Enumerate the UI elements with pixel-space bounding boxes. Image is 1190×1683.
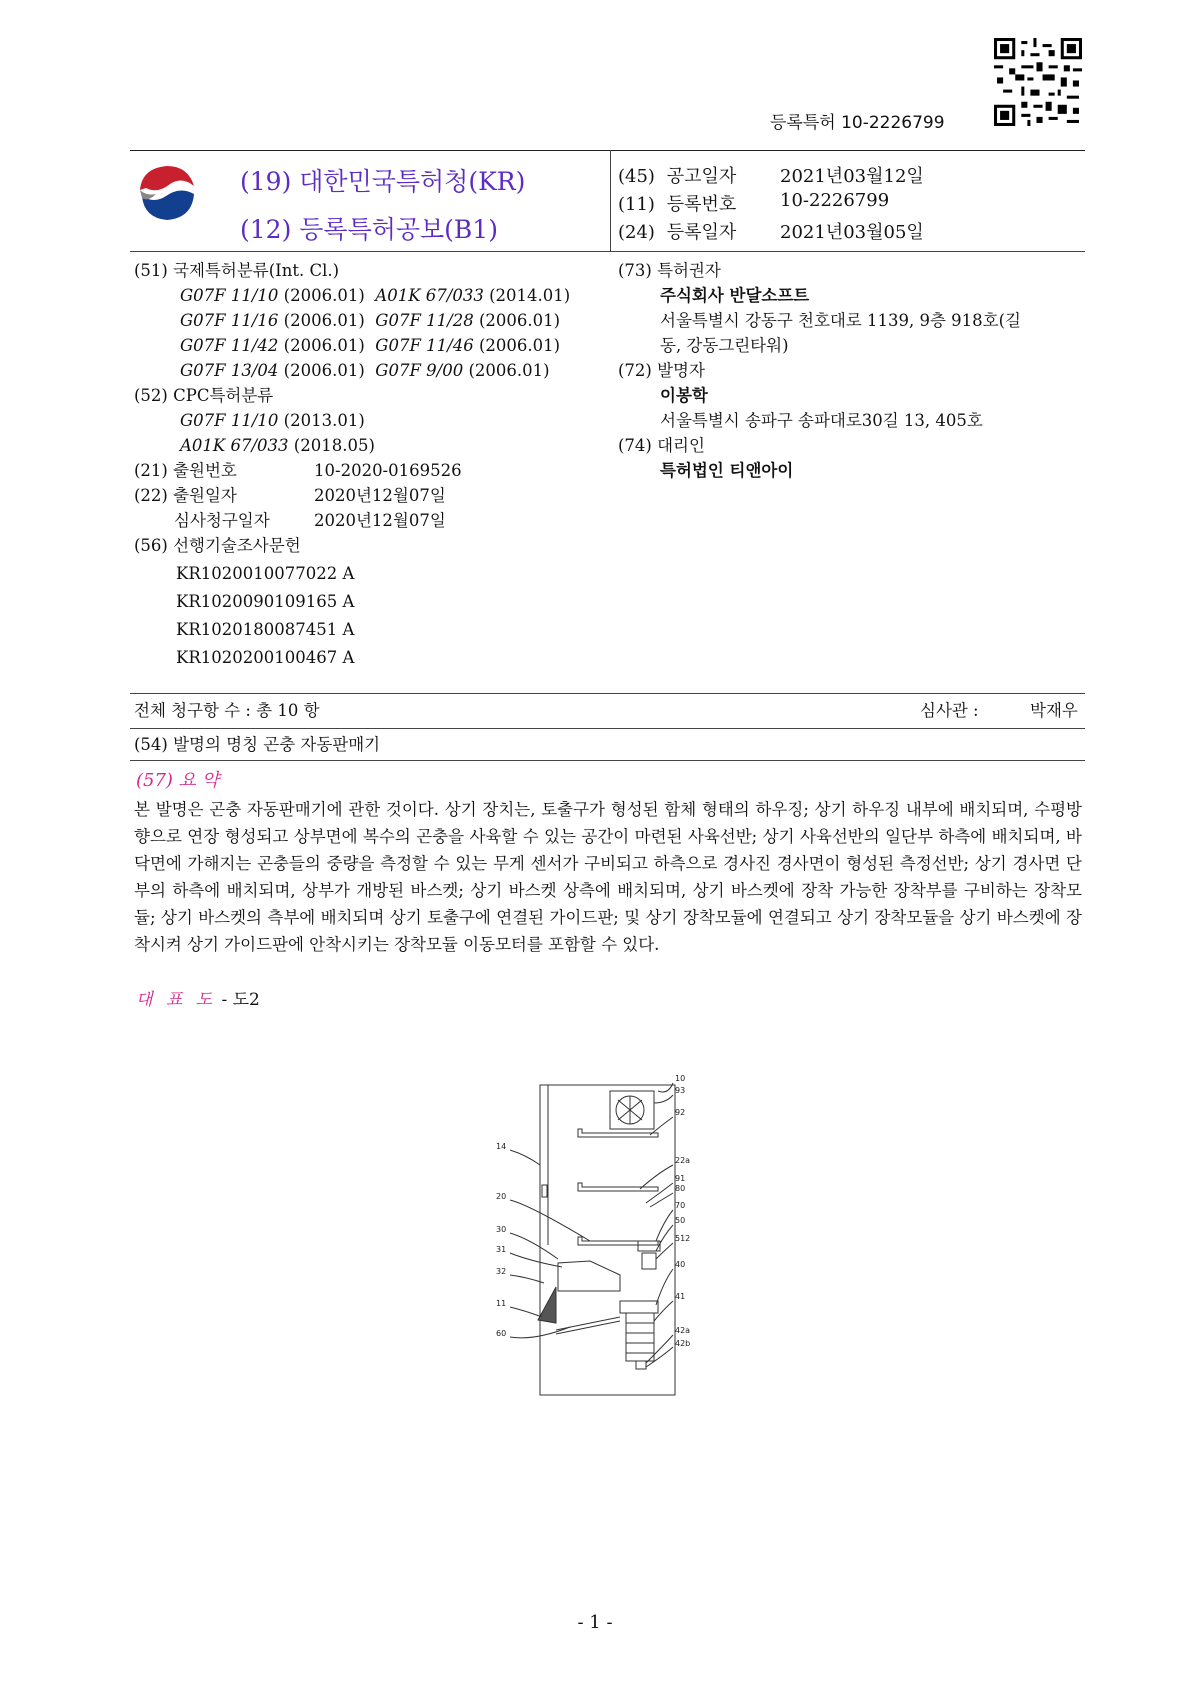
cpc-title: (52) CPC특허분류	[134, 386, 274, 405]
figure-label: 40	[675, 1260, 686, 1269]
inventor-title: (72) 발명자	[618, 361, 705, 380]
claims-top-rule	[130, 693, 1085, 694]
figure-label: 30	[496, 1225, 507, 1234]
owner-title: (73) 특허권자	[618, 261, 721, 280]
bibliographic-right	[618, 258, 1078, 483]
header-bottom-rule	[130, 251, 1085, 252]
ipc-row: G07F 11/16 (2006.01) G07F 11/28 (2006.01)	[180, 311, 561, 330]
owner-address: 동, 강동그린타워)	[660, 336, 789, 355]
owner-address: 서울특별시 강동구 천호대로 1139, 9층 918호(길	[660, 311, 1021, 330]
representative-figure: 대 표 도 - 도2	[136, 990, 260, 1010]
agent-name: 특허법인 티앤아이	[660, 461, 794, 480]
cpc-row: G07F 11/10 (2013.01)	[180, 411, 365, 430]
bibliographic-left	[134, 258, 604, 670]
figure-label: 11	[496, 1299, 507, 1308]
header-divider	[610, 150, 611, 251]
agent-title: (74) 대리인	[618, 436, 705, 455]
ipc-title: (51) 국제특허분류(Int. Cl.)	[134, 261, 340, 280]
abstract-text: 본 발명은 곤충 자동판매기에 관한 것이다. 상기 장치는, 토출구가 형성된 함체 형태의 하우징; 상기 하우징 내부에 배치되며, 수평방향으로 연장 형성되고 상부면에 복수의 곤충을 사육할 수 있는 공간이 마련된 사육선반; 상기 사육선반의 일단부 하측에 배치되며, 바닥면에 가해지는 곤충들의 중량을 측정할 수 있는 무게 센서가 구비되고 하측으로 경사진 경사면이 형성된 측정선반; 상기 경사면 단부의 하측에 배치되며, 상부가 개방된 바스켓; 상기 바스켓 상측에 배치되며, 상기 바스켓에 장착 가능한 장착부를 구비하는 장착모듈; 상기 바스켓의 측부에 배치되며 상기 토출구에 연결된 가이드판; 및 상기 장착모듈에 연결되고 상기 장착모듈을 상기 바스켓에 장착시켜 상기 가이드판에 안착시키는 장착모듈 이동모터를 포함할 수 있다.	[134, 800, 1082, 954]
total-claims: 전체 청구항 수 : 총 10 항	[134, 701, 320, 720]
figure-label: 91	[675, 1174, 686, 1183]
figure-label: 70	[675, 1201, 686, 1210]
cpc-row: A01K 67/033 (2018.05)	[180, 436, 375, 455]
ipc-row: G07F 11/10 (2006.01) A01K 67/033 (2014.01)	[180, 286, 571, 305]
application-date-row: (22) 출원일자 2020년12월07일	[134, 486, 446, 505]
publication-type: (12) 등록특허공보(B1)	[240, 215, 498, 244]
figure-label: 41	[675, 1292, 686, 1301]
claims-bottom-rule	[130, 728, 1085, 729]
title-bottom-rule	[130, 760, 1085, 761]
page-number: - 1 -	[577, 1612, 613, 1633]
patent-office-title: (19) 대한민국특허청(KR)	[240, 167, 526, 196]
prior-art-title: (56) 선행기술조사문헌	[134, 536, 301, 555]
figure-label: 42a	[675, 1326, 691, 1335]
figure-label: 42b	[675, 1339, 691, 1348]
kipo-logo-icon	[136, 162, 198, 224]
prior-art-item: KR1020180087451 A	[176, 620, 355, 639]
prior-art-item: KR1020200100467 A	[176, 648, 355, 667]
figure-label: 22a	[675, 1156, 691, 1165]
figure-label: 10	[675, 1074, 686, 1083]
figure-label: 32	[496, 1267, 507, 1276]
owner-name: 주식회사 반달소프트	[660, 286, 810, 305]
inventor-address: 서울특별시 송파구 송파대로30길 13, 405호	[660, 411, 983, 430]
header-top-rule	[130, 150, 1085, 151]
inventor-name: 이봉학	[660, 386, 708, 405]
application-number-row: (21) 출원번호 10-2020-0169526	[134, 461, 462, 480]
ipc-row: G07F 11/42 (2006.01) G07F 11/46 (2006.01)	[180, 336, 561, 355]
date-row: (45) 공고일자	[618, 166, 737, 187]
figure-label: 31	[496, 1245, 507, 1254]
date-row: (11) 등록번호	[618, 194, 737, 215]
date-value: 2021년03월12일	[780, 166, 924, 187]
invention-title: (54) 발명의 명칭 곤충 자동판매기	[134, 735, 381, 754]
qr-code	[994, 38, 1082, 126]
figure-label: 93	[675, 1086, 686, 1095]
date-value: 2021년03월05일	[780, 222, 924, 243]
figure-label: 14	[496, 1142, 507, 1151]
registration-number-top: 등록특허 10-2226799	[770, 113, 945, 133]
date-row: (24) 등록일자	[618, 222, 737, 243]
vending-machine-drawing	[470, 1055, 740, 1415]
examiner-label: 심사관 :	[920, 701, 979, 720]
ipc-row: G07F 13/04 (2006.01) G07F 9/00 (2006.01)	[180, 361, 550, 380]
examiner-name: 박재우	[1030, 701, 1078, 720]
figure-label: 512	[675, 1234, 691, 1243]
figure-label: 80	[675, 1184, 686, 1193]
figure-label: 60	[496, 1329, 507, 1338]
figure-label: 50	[675, 1216, 686, 1225]
figure-label: 92	[675, 1108, 686, 1117]
date-value: 10-2226799	[780, 190, 890, 211]
prior-art-item: KR1020010077022 A	[176, 564, 355, 583]
figure-label: 20	[496, 1192, 507, 1201]
abstract-heading: (57) 요 약	[136, 770, 220, 791]
prior-art-item: KR1020090109165 A	[176, 592, 355, 611]
exam-date-row: 심사청구일자 2020년12월07일	[174, 511, 446, 530]
